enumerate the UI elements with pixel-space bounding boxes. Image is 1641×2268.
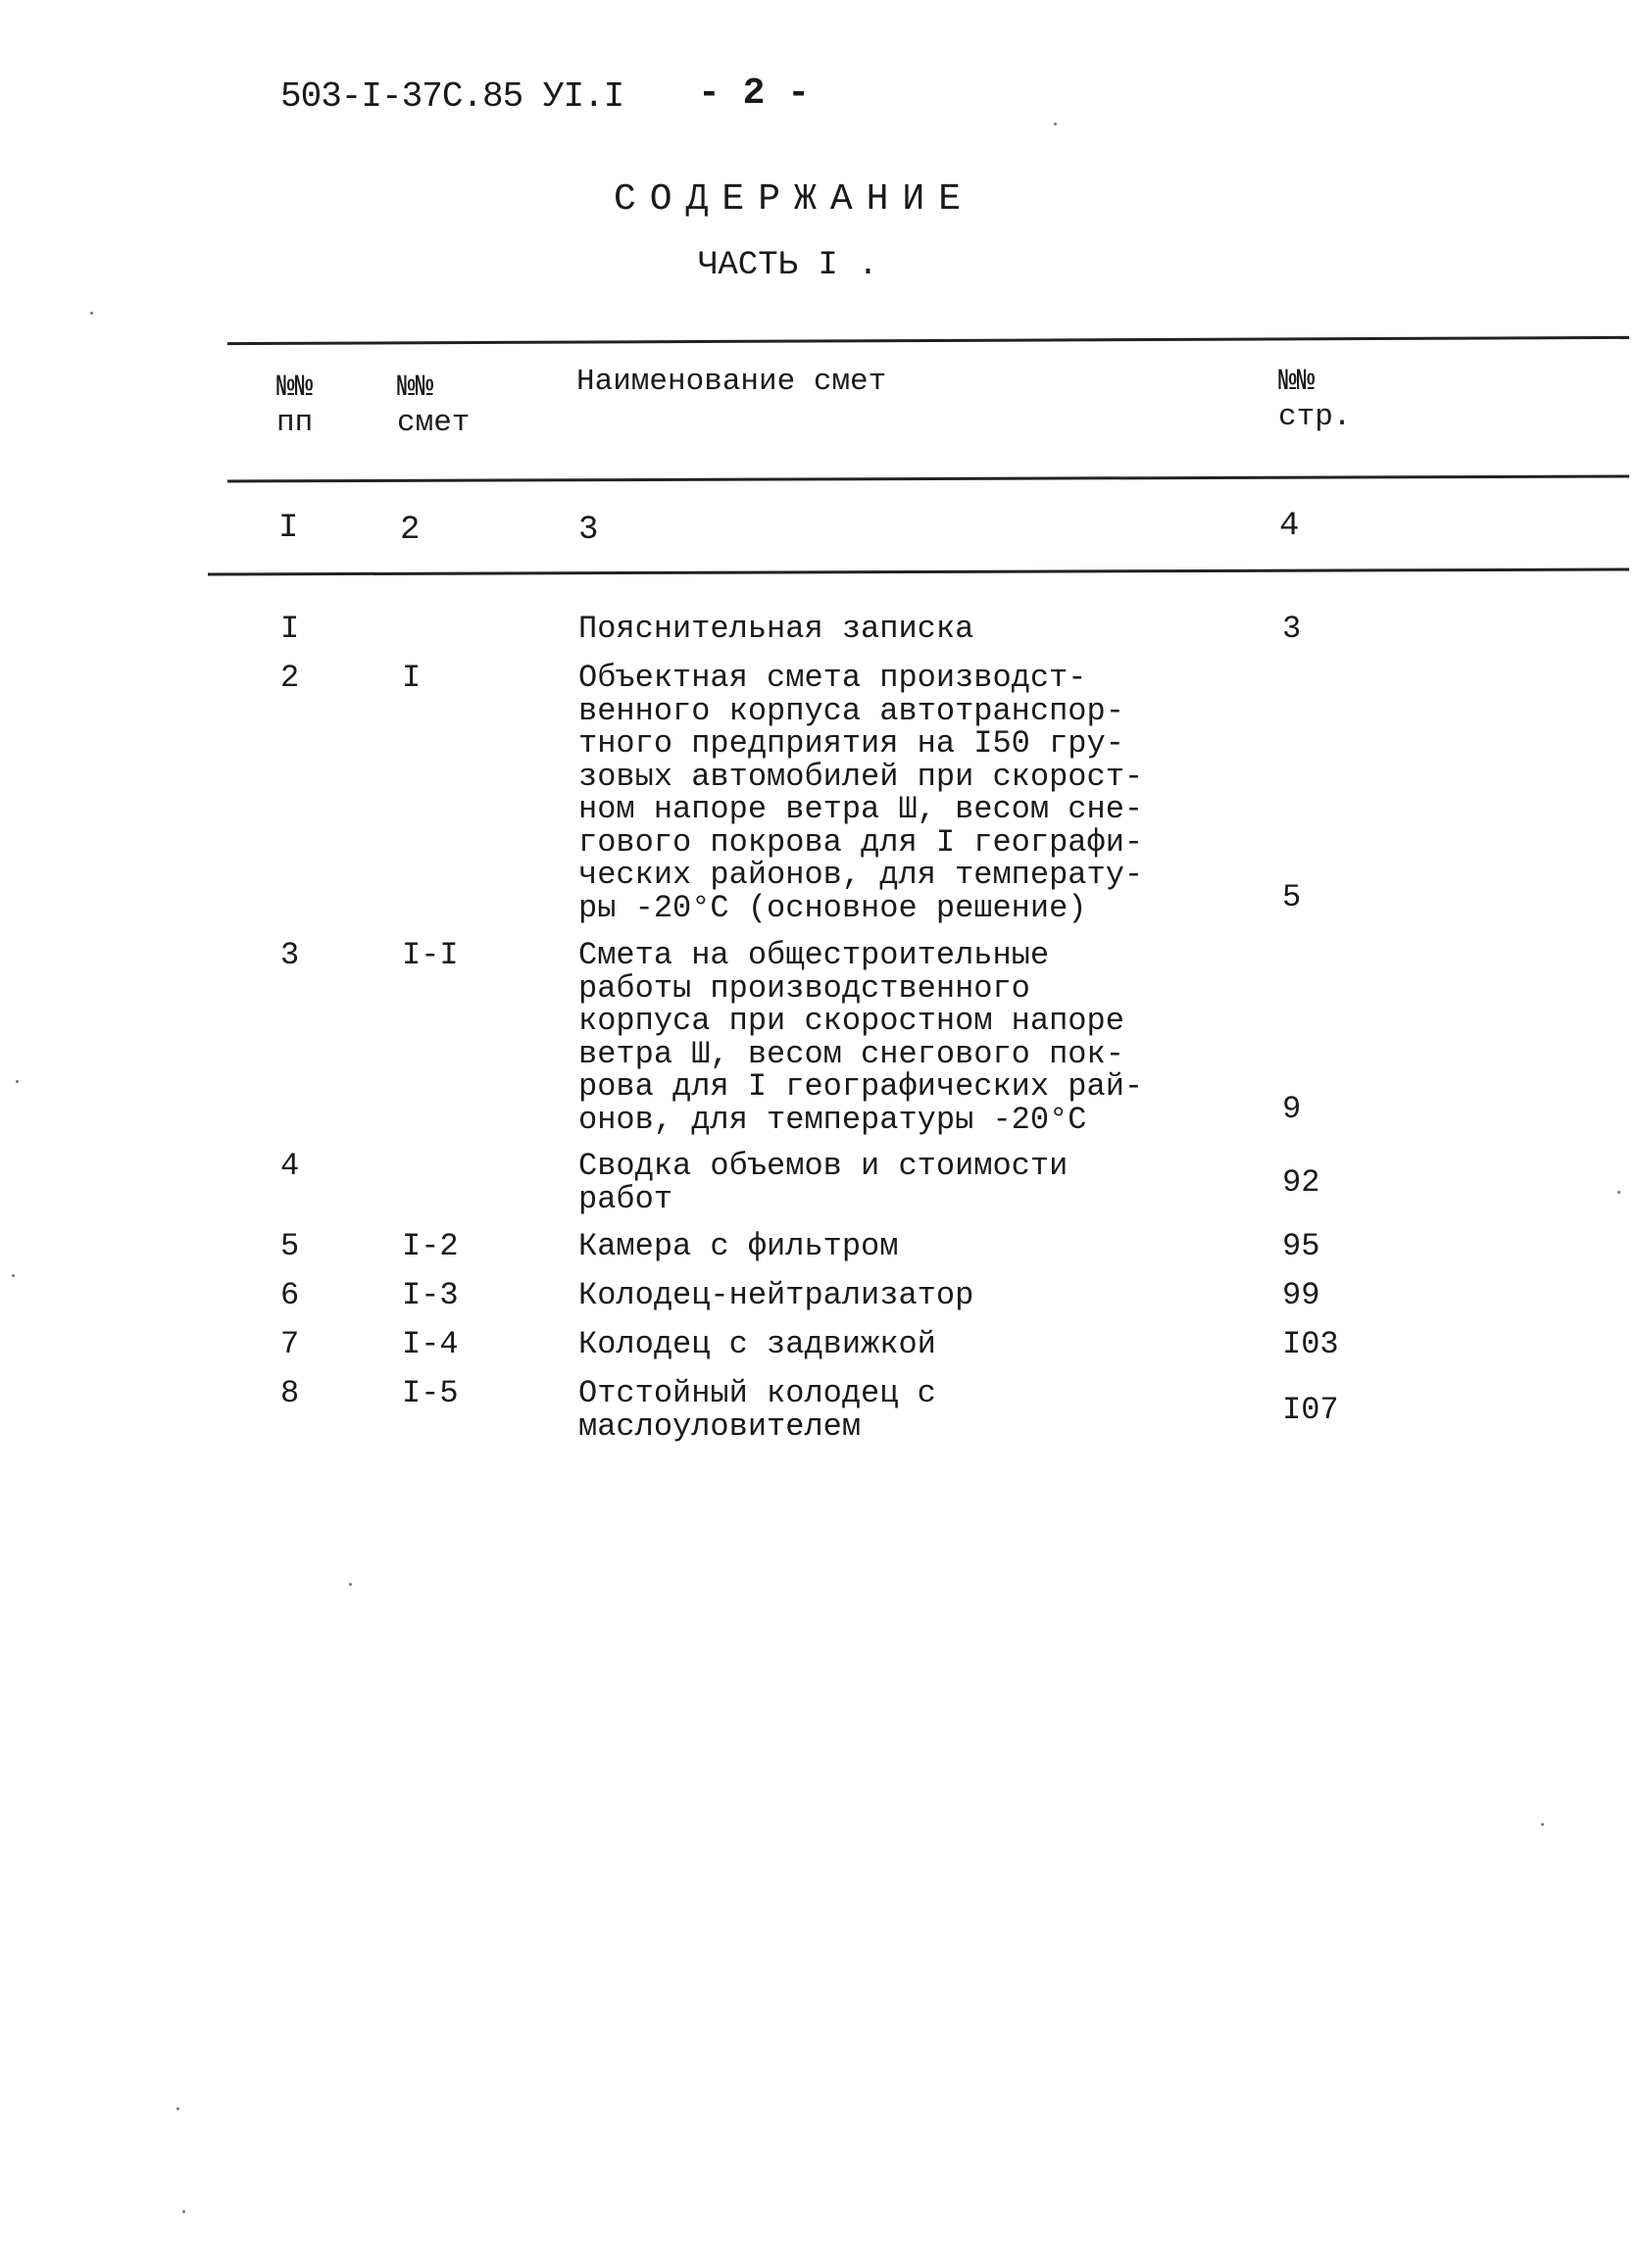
scan-speck <box>182 2210 185 2213</box>
column-number: 3 <box>578 512 599 549</box>
row-number: 2 <box>280 660 300 696</box>
scan-speck <box>1054 123 1057 125</box>
page-reference: I03 <box>1282 1326 1339 1362</box>
row-number: I <box>280 611 300 647</box>
page-reference: I07 <box>1282 1391 1339 1428</box>
page-reference: 5 <box>1282 879 1302 916</box>
estimate-number: I-2 <box>402 1228 459 1264</box>
row-number: 7 <box>280 1326 300 1362</box>
row-number: 4 <box>280 1148 300 1184</box>
row-number: 6 <box>280 1277 300 1313</box>
page-reference: 9 <box>1282 1091 1302 1128</box>
column-number: 4 <box>1279 508 1300 545</box>
estimate-name: Колодец-нейтрализатор <box>578 1277 974 1313</box>
column-number: I <box>278 510 299 547</box>
column-header-pp: №№ пп <box>276 370 314 440</box>
page-reference: 95 <box>1282 1228 1320 1264</box>
estimate-name: Сводка объемов и стоимости работ <box>578 1148 1069 1217</box>
column-number: 2 <box>400 512 421 549</box>
estimate-number: I-4 <box>402 1326 459 1362</box>
scan-speck <box>176 2107 179 2110</box>
page-reference: 99 <box>1282 1277 1320 1313</box>
table-top-rule <box>227 336 1629 345</box>
table-header-rule <box>227 475 1629 483</box>
column-header-page: №№ стр. <box>1278 365 1352 434</box>
document-code: 503-I-37С.85 УI.I <box>280 76 624 117</box>
scan-speck <box>16 1080 19 1083</box>
column-header-smeta: №№ смет <box>397 370 471 440</box>
estimate-name: Колодец с задвижкой <box>578 1326 936 1362</box>
estimate-number: I <box>402 660 422 696</box>
estimate-number: I-5 <box>402 1375 459 1411</box>
scan-speck <box>12 1274 15 1277</box>
page-reference: 3 <box>1282 611 1302 647</box>
page-title: СОДЕРЖАНИЕ <box>614 178 975 221</box>
scan-speck <box>90 312 93 315</box>
estimate-name: Пояснительная записка <box>578 611 974 647</box>
estimate-name: Смета на общестроительные работы производственного корпуса при скоростном напоре ветра Ш, весом снегового пок- рова для I географических рай- онов, для температуры -20°С <box>578 937 1144 1138</box>
scan-speck <box>1617 1191 1620 1194</box>
estimate-name: Отстойный колодец с маслоуловителем <box>578 1375 936 1445</box>
row-number: 8 <box>280 1375 300 1411</box>
estimate-number: I-3 <box>402 1277 459 1313</box>
page-reference: 92 <box>1282 1163 1320 1201</box>
estimate-number: I-I <box>402 937 459 973</box>
estimate-name: Объектная смета производст- венного корпуса автотранспор- тного предприятия на I50 гру- зовых автомобилей при скорост- ном напоре ветра Ш, весом сне- гового покрова для I географи- ческих районов, для температу- ры -20°С (основное решение) <box>578 660 1144 926</box>
scan-speck <box>349 1583 352 1586</box>
scan-speck <box>1541 1823 1544 1826</box>
page-number: - 2 - <box>698 73 811 115</box>
section-subtitle: ЧАСТЬ I . <box>698 247 878 284</box>
row-number: 5 <box>280 1228 300 1264</box>
row-number: 3 <box>280 937 300 973</box>
estimate-name: Камера с фильтром <box>578 1228 899 1264</box>
column-header-name: Наименование смет <box>576 365 887 399</box>
table-colnum-rule <box>208 567 1629 575</box>
